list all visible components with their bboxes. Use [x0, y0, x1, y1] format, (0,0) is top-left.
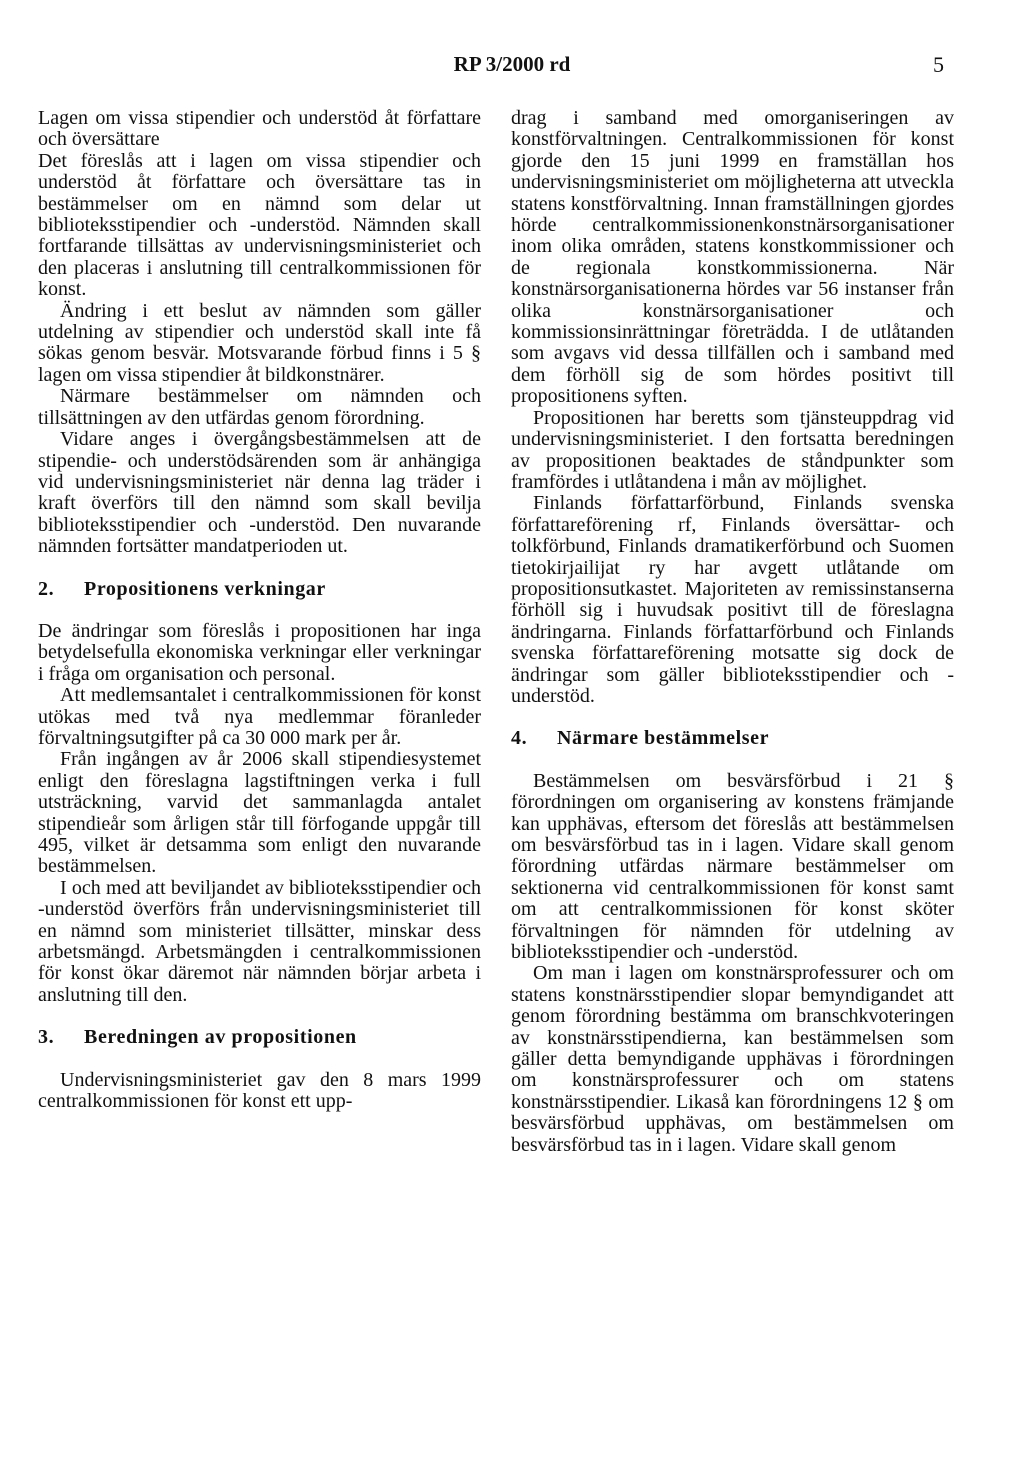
paragraph: I och med att beviljandet av biblioteksstipendier och -understöd överförs från undervisningsministeriet till en nämnd som ministeriet tillsätter, minskar dess arbetsmängd. Arbetsmängden i centralkommissionen för konst ökar däremot när nämnden börjar arbeta i anslutning till den. — [38, 876, 481, 1006]
paragraph: Att medlemsantalet i centralkommissionen för konst utökas med två nya medlemmar föranleder förvaltningsutgifter på ca 30 000 mark per år. — [38, 684, 481, 749]
paragraph: Undervisningsministeriet gav den 8 mars 1999 centralkommissionen för konst ett upp- — [38, 1068, 481, 1113]
right-column — [511, 108, 954, 1156]
section-heading-2 — [38, 579, 481, 600]
section-number: 3. — [38, 1026, 55, 1049]
page-header — [0, 52, 1024, 82]
paragraph: drag i samband med omorganiseringen av konstförvaltningen. Centralkommissionen för konst gjorde den 15 juni 1999 en framställan hos undervisningsministeriet om möjligheterna att utveckla statens konstförvaltning. Innan framställningen gjordes hörde centralkommissionenkonstnärsorganisationer inom olika områden, statens konstkommissioner och de regionala konstkommissionerna. När konstnärsorganisationerna hördes var 56 instanser från olika konstnärsorganisationer och kommissionsinrättningar företrädda. I de utlåtanden som avgavs vid dessa tillfällen och i samband med dem förhöll sig de som hördes positivt till propositionens syften. — [511, 107, 954, 408]
subheading-law-authors: Lagen om vissa stipendier och understöd åt författare och översättare — [38, 107, 481, 151]
paragraph: Om man i lagen om konstnärsprofessurer och om statens konstnärsstipendier slopar bemyndigandet att genom förordning bestämma om branschkvoteringen av konstnärsstipendierna, kan bestämmelsen som gäller detta bemyndigande upphävas i förordningen om konstnärsprofessurer och om statens konstnärsstipendier. Likaså kan förordningens 12 § om besvärsförbud upphävas, om bestämmelsen om besvärsförbud tas in i lagen. Vidare skall genom — [511, 962, 954, 1156]
section-heading-3 — [38, 1027, 481, 1048]
left-column — [38, 108, 481, 1112]
page-number: 5 — [933, 52, 944, 77]
paragraph: Bestämmelsen om besvärsförbud i 21 § förordningen om organisering av konstens främjande kan upphävas, eftersom det föreslås att bestämmelsen om besvärsförbud tas in i lagen. Vidare skall genom förordning utfärdas närmare bestämmelser om sektionerna vid centralkommissionen för konst samt om att centralkommissionen för konst sköter förvaltningen för nämnden för utdelning av biblioteksstipendier och -understöd. — [511, 769, 954, 964]
paragraph: Ändring i ett beslut av nämnden som gäller utdelning av stipendier och understöd skall inte få sökas genom besvär. Motsvarande förbud finns i 5 § lagen om vissa stipendier åt bildkonstnärer. — [38, 299, 481, 386]
paragraph: Propositionen har beretts som tjänsteuppdrag vid undervisningsministeriet. I den fortsatta beredningen av propositionen beaktades de ståndpunkter som framfördes i utlåtandena i mån av möjlighet. — [511, 406, 954, 493]
paragraph: Finlands författarförbund, Finlands svenska författareförening rf, Finlands översättar- och tolkförbund, Finlands dramatikerförbund och Suomen tietokirjailijat ry har avgett utlåtande om propositionsutkastet. Majoriteten av remissinstanserna förhöll sig i huvudsak positivt till de föreslagna ändringarna. Finlands författarförbund och Finlands svenska författareförening motsatte sig dock de ändringar som gäller biblioteksstipendier och -understöd. — [511, 492, 954, 707]
paragraph: De ändringar som föreslås i propositionen har inga betydelsefulla ekonomiska verkningar eller verkningar i fråga om organisation och personal. — [38, 619, 481, 685]
paragraph: Vidare anges i övergångsbestämmelsen att de stipendie- och understödsärenden som är anhängiga vid undervisningsministeriet när denna lag träder i kraft överförs till den nämnd som skall bevilja biblioteksstipendier och -understöd. Den nuvarande nämnden fortsätter mandatperioden ut. — [38, 428, 481, 558]
section-title: Propositionens verkningar — [84, 577, 326, 600]
section-heading-4 — [511, 728, 954, 749]
section-number: 4. — [511, 727, 528, 750]
section-number: 2. — [38, 577, 55, 600]
running-head: RP 3/2000 rd — [453, 52, 571, 76]
paragraph: Närmare bestämmelser om nämnden och tillsättningen av den utfärdas genom förordning. — [38, 385, 481, 429]
paragraph: Från ingången av år 2006 skall stipendiesystemet enligt den föreslagna lagstiftningen verka i full utsträckning, varvid det sammanlagda antalet stipendieår som årligen står till förfogande uppgår till 495, vilket är detsamma som enligt den nuvarande bestämmelsen. — [38, 748, 481, 878]
section-title: Beredningen av propositionen — [84, 1026, 357, 1049]
paragraph: Det föreslås att i lagen om vissa stipendier och understöd åt författare och översättare tas in bestämmelser om en nämnd som delar ut biblioteksstipendier och -understöd. Nämnden skall fortfarande tillsättas av undervisningsministeriet och den placeras i anslutning till centralkommissionen för konst. — [38, 149, 481, 301]
section-title: Närmare bestämmelser — [557, 727, 770, 750]
